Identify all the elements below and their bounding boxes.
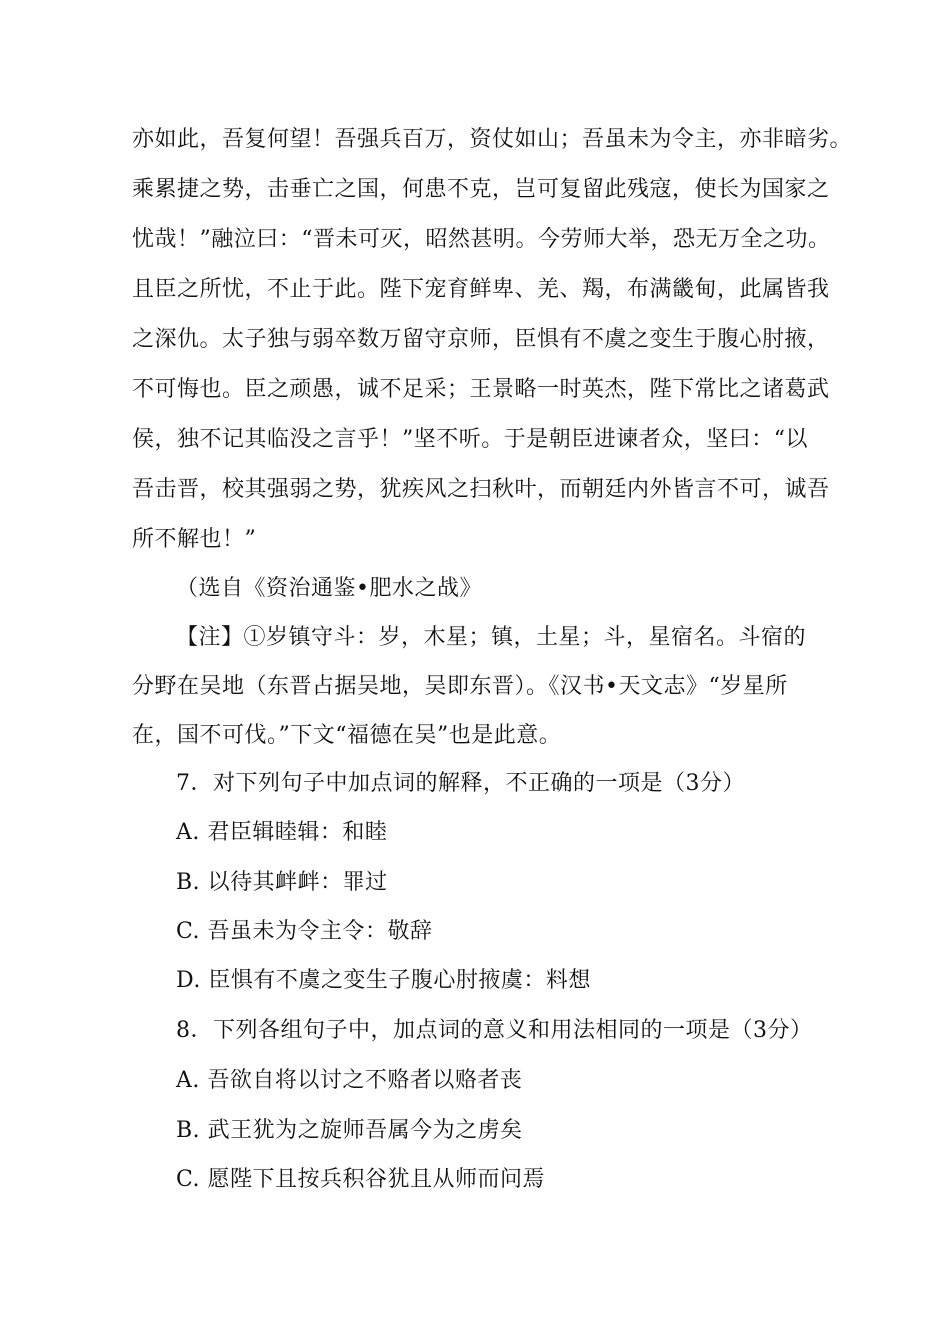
question-8-option-a: A. 吾欲自将以讨之不赂者以赂者丧 bbox=[176, 1068, 523, 1093]
question-7-option-c: C. 吾虽未为令主令：敬辞 bbox=[176, 919, 433, 944]
passage-line: 乘累捷之势，击垂亡之国，何患不克，岂可复留此残寇，使长为国家之 bbox=[132, 177, 830, 202]
passage-line: 之深仇。太子独与弱卒数万留守京师，臣惧有不虞之变生于腹心肘掖， bbox=[132, 327, 830, 352]
passage-source: （选自《资治通鉴•肥水之战》 bbox=[176, 576, 482, 601]
note-line: 分野在吴地（东晋占据吴地，吴即东晋）。《汉书•天文志》“岁星所 bbox=[132, 674, 788, 699]
note-line: 【注】①岁镇守斗：岁，木星；镇，土星；斗，星宿名。斗宿的 bbox=[176, 625, 807, 650]
question-8-option-c: C. 愿陛下且按兵积谷犹且从师而问焉 bbox=[176, 1167, 546, 1192]
question-7-option-d: D. 臣惧有不虞之变生子腹心肘掖虞：料想 bbox=[176, 968, 591, 993]
passage-line: 且臣之所忧，不止于此。陛下宠育鲜卑、羌、羯，布满畿甸，此属皆我 bbox=[132, 277, 830, 302]
passage-line: 吾击晋，校其强弱之势，犹疾风之扫秋叶，而朝廷内外皆言不可，诚吾 bbox=[132, 477, 830, 502]
note-line: 在，国不可伐。”下文“福德在吴”也是此意。 bbox=[132, 723, 562, 748]
passage-line: 不可悔也。臣之顽愚，诚不足采；王景略一时英杰，陛下常比之诸葛武 bbox=[132, 377, 830, 402]
question-7-stem: 7．对下列句子中加点词的解释，不正确的一项是（3分） bbox=[176, 771, 745, 796]
passage-line: 亦如此，吾复何望！吾强兵百万，资仗如山；吾虽未为令主，亦非暗劣。 bbox=[132, 127, 853, 152]
passage-line: 忧哉！”融泣曰：“晋未可灭，昭然甚明。今劳师大举，恐无万全之功。 bbox=[132, 227, 831, 252]
question-8-option-b: B. 武王犹为之旋师吾属今为之虏矣 bbox=[176, 1118, 523, 1143]
passage-line: 侯，独不记其临没之言乎！”坚不听。于是朝臣进谏者众，坚曰：“以 bbox=[132, 427, 808, 452]
question-7-option-b: B. 以待其衅衅：罪过 bbox=[176, 870, 388, 895]
passage-line: 所不解也！” bbox=[132, 527, 257, 552]
question-7-option-a: A. 君臣辑睦辑：和睦 bbox=[176, 820, 388, 845]
question-8-stem: 8．下列各组句子中，加点词的意义和用法相同的一项是（3分） bbox=[176, 1018, 813, 1043]
